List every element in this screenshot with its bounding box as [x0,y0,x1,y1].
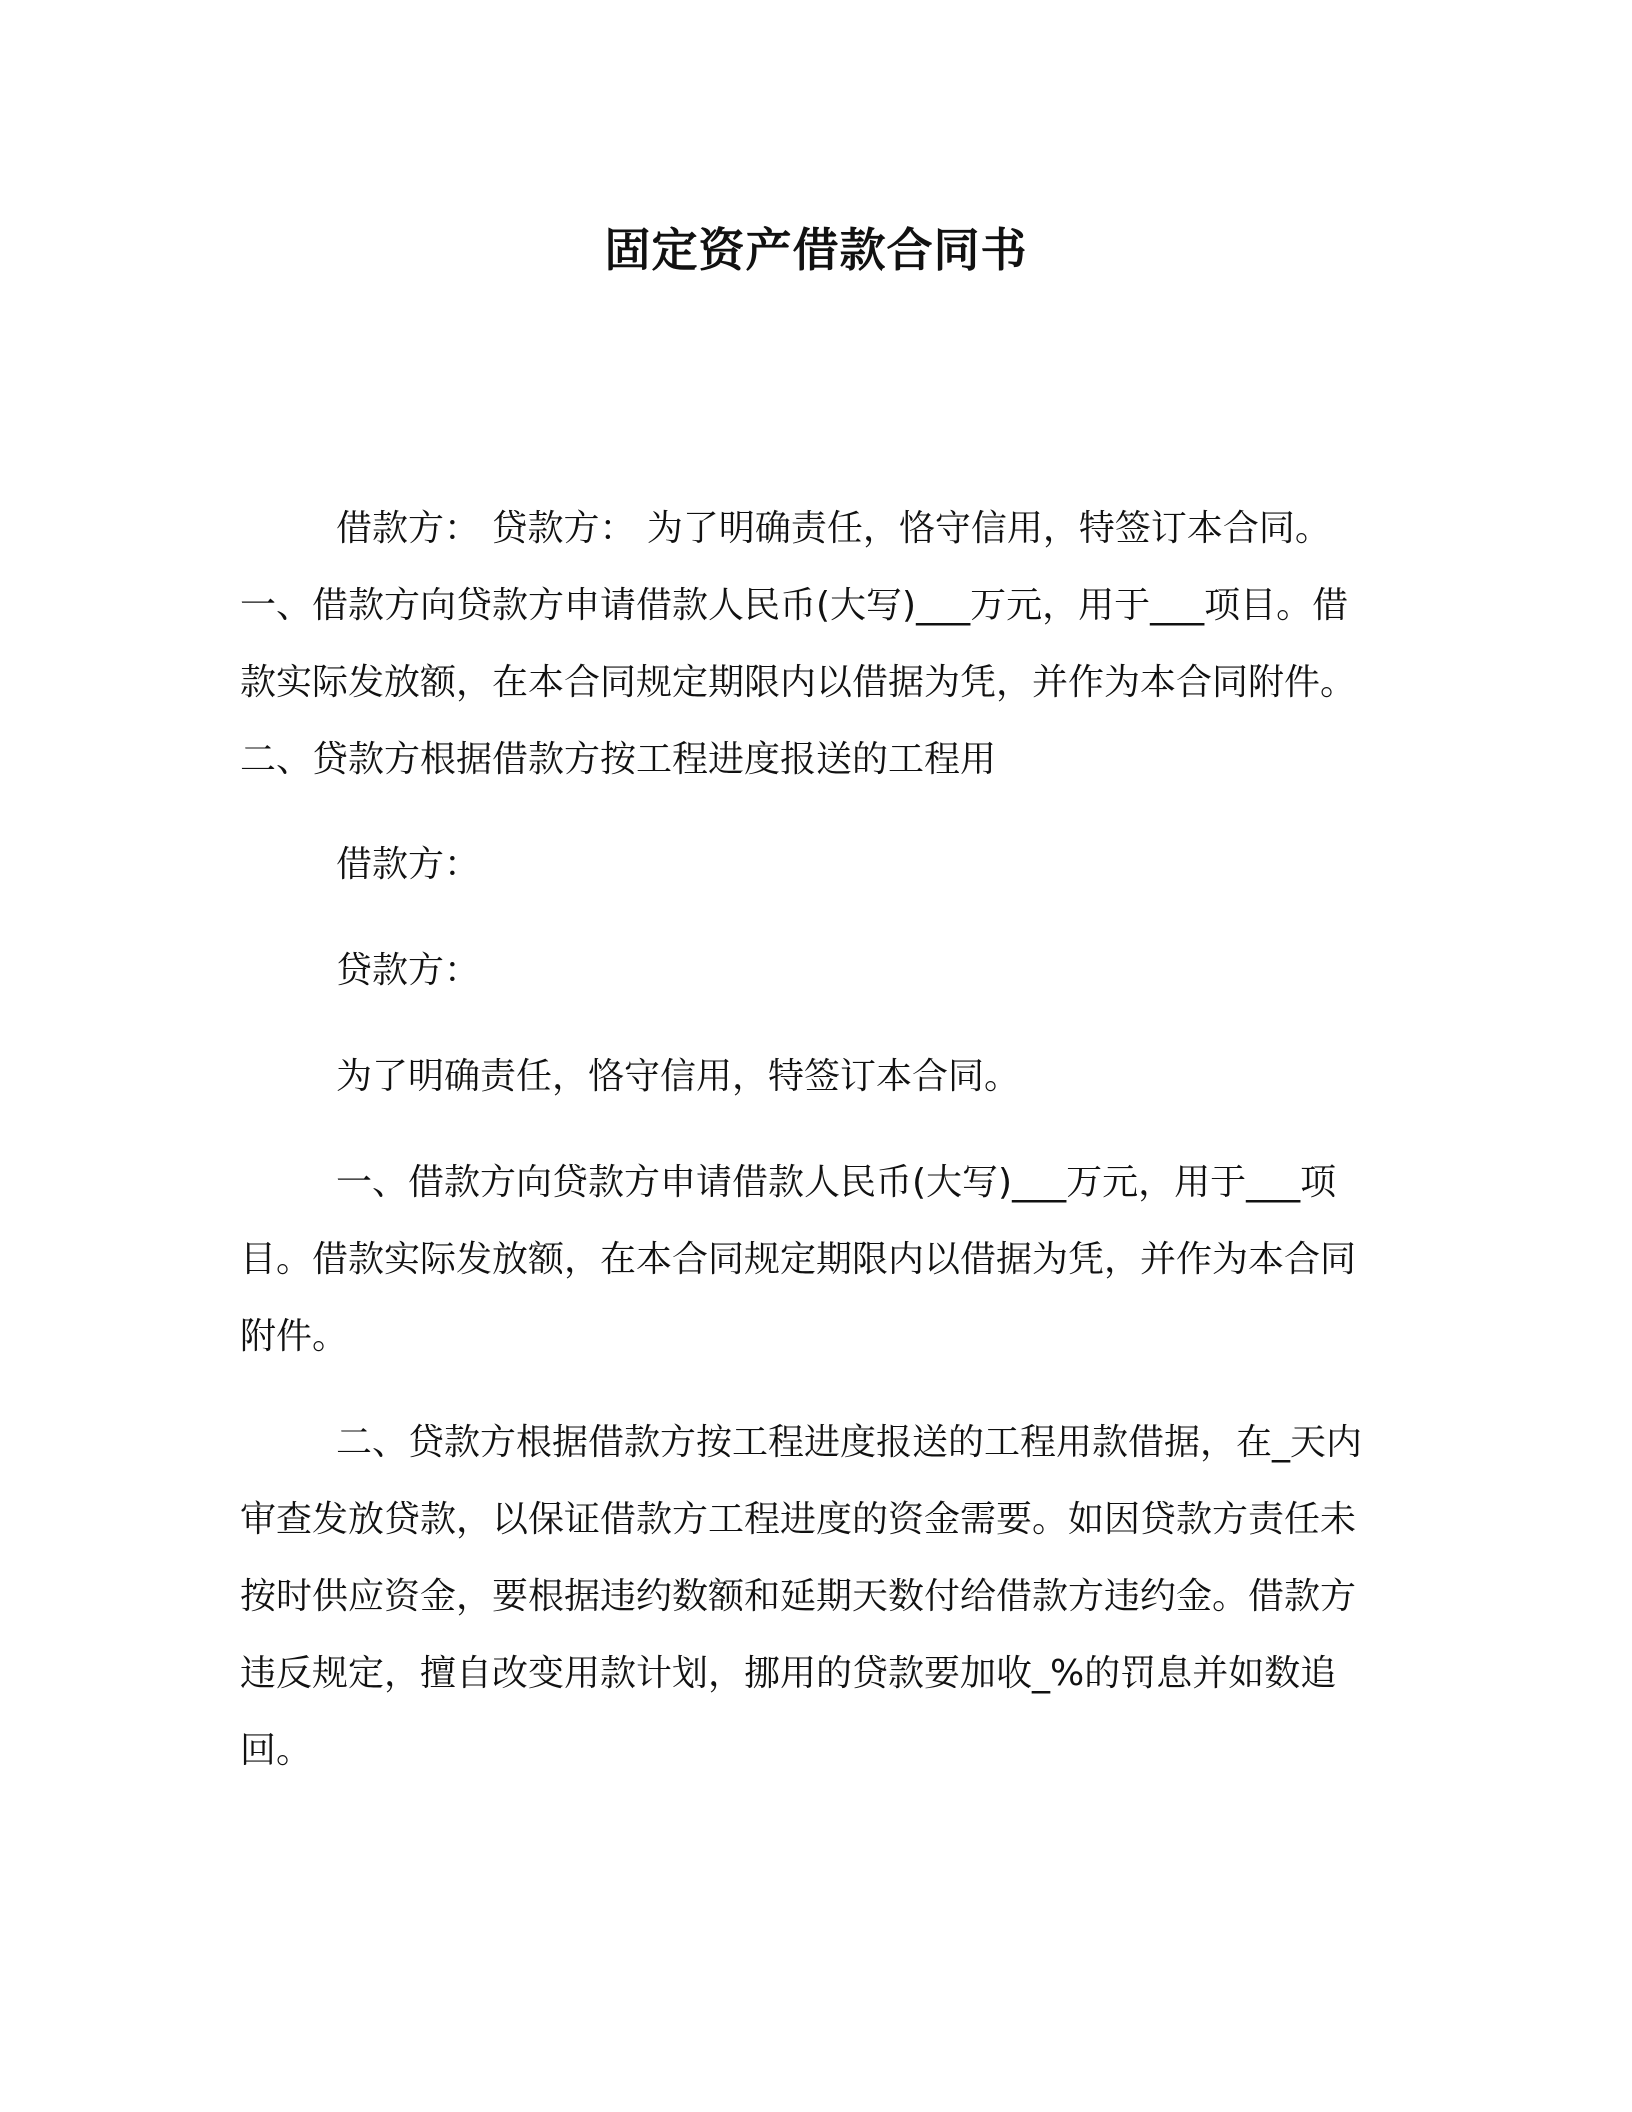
document-body [240,490,1368,1789]
paragraph-parties-summary: 借款方： 贷款方： 为了明确责任，恪守信用，特签订本合同。 [336,508,1331,549]
paragraph-clause-two: 二、贷款方根据借款方按工程进度报送的工程用款借据，在_天内审查发放贷款，以保证借款方工程进度的资金需要。如因贷款方责任未按时供应资金，要根据违约数额和延期天数付给借款方违约金。借款方违反规定，擅自改变用款计划，挪用的贷款要加收_%的罚息并如数追回。 [240,1422,1363,1771]
paragraph-borrower-label: 借款方： [336,844,481,885]
document-title: 固定资产借款合同书 [604,223,1028,277]
paragraph-clause-one: 一、借款方向贷款方申请借款人民币(大写)___万元，用于___项目。借款实际发放额，在本合同规定期限内以借据为凭，并作为本合同附件。 [240,1162,1357,1357]
paragraph-lender-label: 贷款方： [336,950,481,991]
paragraph-purpose: 为了明确责任，恪守信用，特签订本合同。 [336,1056,1021,1097]
paragraph-clause-one-summary: 一、借款方向贷款方申请借款人民币(大写)___万元，用于___项目。借款实际发放额，在本合同规定期限内以借据为凭，并作为本合同附件。 二、贷款方根据借款方按工程进度报送的工程用 [240,585,1357,780]
